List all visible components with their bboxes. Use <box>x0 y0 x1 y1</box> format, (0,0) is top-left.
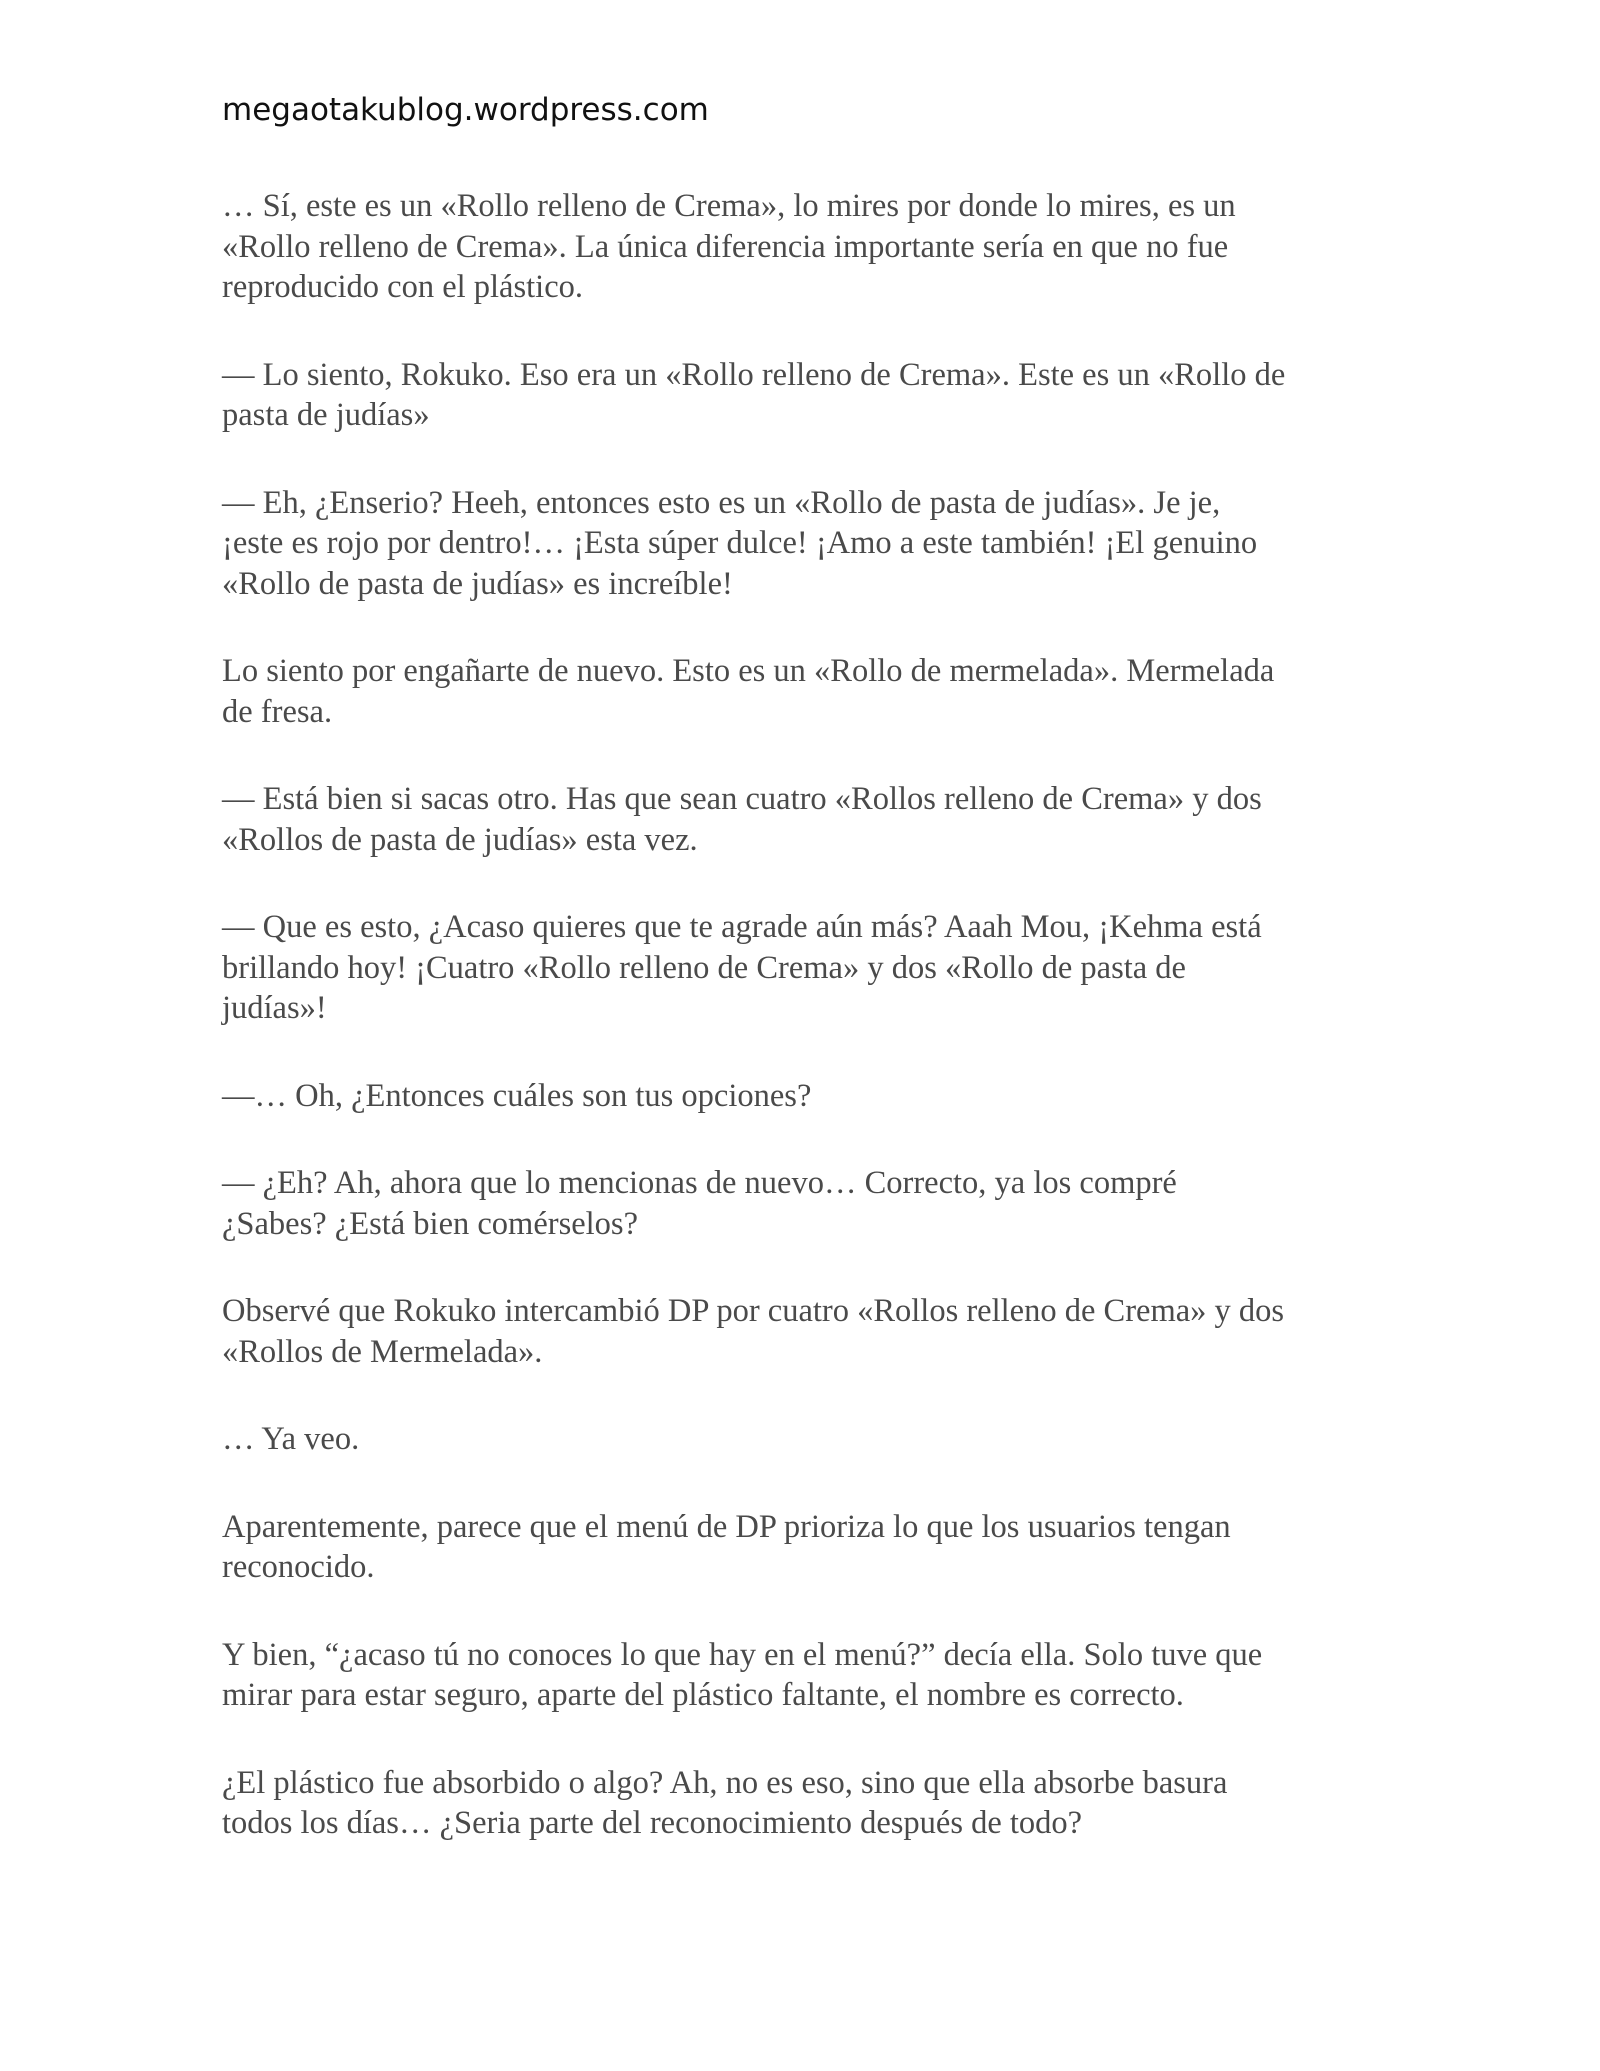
paragraph: — Está bien si sacas otro. Has que sean cuatro «Rollos relleno de Crema» y dos «Rollos de pasta de judías» esta vez. <box>222 781 1262 858</box>
paragraph: — ¿Eh? Ah, ahora que lo mencionas de nuevo… Correcto, ya los compré ¿Sabes? ¿Está bien comérselos? <box>222 1165 1177 1242</box>
paragraph: … Sí, este es un «Rollo relleno de Crema», lo mires por donde lo mires, es un «Rollo relleno de Crema». La única diferencia importante sería en que no fue reproducido con el plástico. <box>222 188 1236 305</box>
paragraph: Lo siento por engañarte de nuevo. Esto es un «Rollo de mermelada». Mermelada de fresa. <box>222 653 1275 730</box>
paragraph: Y bien, “¿acaso tú no conoces lo que hay en el menú?” decía ella. Solo tuve que mirar para estar seguro, aparte del plástico faltante, el nombre es correcto. <box>222 1636 1263 1713</box>
paragraph: —… Oh, ¿Entonces cuáles son tus opciones? <box>222 1077 812 1114</box>
document-body <box>222 186 1402 1891</box>
site-header: megaotakublog.wordpress.com <box>222 92 709 128</box>
paragraph: — Lo siento, Rokuko. Eso era un «Rollo relleno de Crema». Este es un «Rollo de pasta de judías» <box>222 356 1286 433</box>
paragraph: … Ya veo. <box>222 1421 360 1457</box>
paragraph: — Eh, ¿Enserio? Heeh, entonces esto es un «Rollo de pasta de judías». Je je, ¡este es rojo por dentro!… ¡Esta súper dulce! ¡Amo a este también! ¡El genuino «Rollo de pasta de judías» es increíble! <box>222 484 1258 602</box>
paragraph: Aparentemente, parece que el menú de DP prioriza lo que los usuarios tengan reconocido. <box>222 1508 1231 1585</box>
paragraph: — Que es esto, ¿Acaso quieres que te agrade aún más? Aaah Mou, ¡Kehma está brillando hoy! ¡Cuatro «Rollo relleno de Crema» y dos «Rollo de pasta de judías»! <box>222 909 1262 1026</box>
paragraph: Observé que Rokuko intercambió DP por cuatro «Rollos relleno de Crema» y dos «Rollos de Mermelada». <box>222 1293 1285 1370</box>
paragraph: ¿El plástico fue absorbido o algo? Ah, no es eso, sino que ella absorbe basura todos los días… ¿Seria parte del reconocimiento después de todo? <box>222 1764 1228 1841</box>
